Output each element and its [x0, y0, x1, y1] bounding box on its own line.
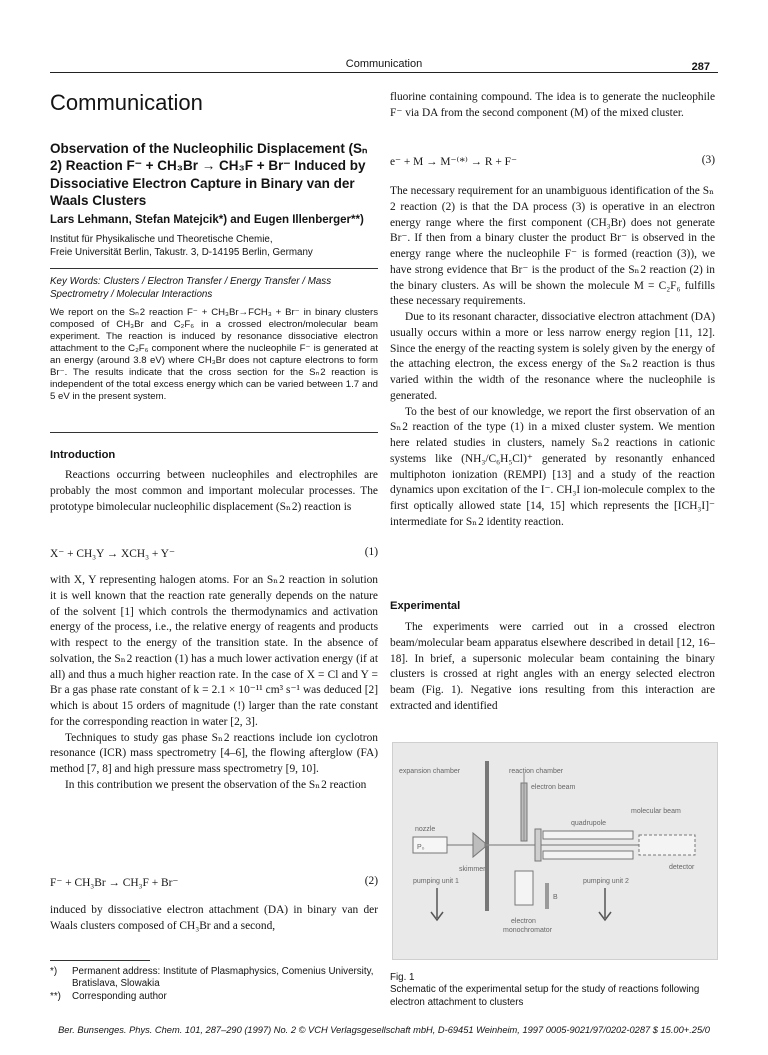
- article-title: Observation of the Nucleophilic Displacement (Sₙ 2) Reaction F⁻ + CH₃Br → CH₃F + Br⁻ Induced by Dissociative Electron Capture in Binary van der Waals Clusters: [50, 141, 369, 208]
- introduction-heading: Introduction: [50, 449, 116, 461]
- footnote-2-text: Corresponding author: [72, 990, 167, 1002]
- intro-paragraph-5: induced by dissociative electron attachment (DA) in binary van der Waals clusters composed of CH₃Br and a second,: [50, 904, 378, 932]
- right-paragraph-5: The experiments were carried out in a crossed electron beam/molecular beam apparatus elsewhere described in detail [12, 16–18]. In brief, a supersonic molecular beam containing the binary clusters is crossed at right angles with an energy selected electron beam (Fig. 1). Negative ions resulting from this interaction are extracted and identified: [390, 621, 715, 712]
- right-paragraph-3: Due to its resonant character, dissociative electron attachment (DA) usually occurs within a more or less narrow energy region [11, 12]. Since the energy of the reacting system is solely given by the energy of the attaching electron, the excess energy of the Sₙ 2 reaction is thus varied within the width of the resonance where the nucleophile is generated.: [390, 311, 715, 402]
- label-reaction-chamber: reaction chamber: [509, 768, 564, 775]
- label-nozzle: nozzle: [415, 826, 436, 833]
- footnote-1-text: Permanent address: Institute of Plasmaphysics, Comenius University, Bratislava, Slowakia: [72, 966, 374, 990]
- field-coil: [545, 883, 549, 909]
- chamber-wall: [485, 761, 489, 911]
- author-list: Lars Lehmann, Stefan Matejcik*) and Eugen Illenberger**): [50, 214, 364, 226]
- intro-paragraph-2: with X, Y representing halogen atoms. For an Sₙ 2 reaction in solution it is well known that the reaction rate generally depends on the nature of the solvent [1] which controls the thermodynamics and activation energy of the process, i.e., the relative energy of reagents and products with respect to the energy of the transition state. In the absence of solvation, the Sₙ 2 reaction (1) has a much lower activation energy (if at all) and thus a much higher reaction rate. In the case of X = Cl and Y = Br a gas phase rate constant of k = 2.1 × 10⁻¹¹ cm³ s⁻¹ was deduced [2] which is about 15 orders of magnitude (!) larger than the rate constant for the corresponding reaction in water [2, 3].: [50, 574, 378, 728]
- label-skimmer: skimmer: [459, 866, 486, 873]
- label-monochromator-2: monochromator: [503, 927, 553, 934]
- abstract-rule-top: [50, 268, 378, 269]
- page-number: 287: [691, 61, 710, 73]
- header-rule: [50, 72, 718, 73]
- equation-3-body: e⁻ + M → M⁻⁽*⁾ → R + F⁻: [390, 156, 517, 168]
- label-detector: detector: [669, 864, 695, 871]
- abstract: We report on the Sₙ 2 reaction F⁻ + CH₃Br→FCH₃ + Br⁻ in binary clusters composed of CH₃Br and C₂F₆ in a crossed electron/molecular beam experiment. The reaction is induced by resonance dissociative electron attachment to the C₂F₆ component where the nucleophile F⁻ is generated at an energy (around 3.8 eV) where CH₃Br does not capture electrons to form Br⁻. The results indicate that the cross section for the Sₙ 2 reaction is independent of the total excess energy which can be varied between 1.7 and 5 eV in the present system.: [50, 307, 378, 402]
- footnote-2: [50, 991, 378, 1003]
- affiliation-line-1: Institut für Physikalische und Theoretische Chemie,: [50, 234, 273, 245]
- apparatus-schematic: [393, 743, 717, 959]
- figure-caption-label: Fig. 1: [390, 972, 415, 983]
- label-pumping-unit-1: pumping unit 1: [413, 878, 459, 885]
- intro-paragraph-1: Reactions occurring between nucleophiles and electrophiles are probably the most common and important molecular processes. The prototype bimolecular nucleophilic displacement (Sₙ 2) reaction is: [50, 469, 378, 513]
- extraction-lens: [535, 829, 541, 861]
- label-molecular-beam: molecular beam: [631, 808, 681, 815]
- experimental-heading: Experimental: [390, 600, 461, 612]
- right-paragraph-1: fluorine containing compound. The idea is to generate the nucleophile F⁻ via DA from the second component (M) of the mixed cluster.: [390, 91, 715, 119]
- intro-paragraph-4: In this contribution we present the observation of the Sₙ 2 reaction: [65, 778, 367, 791]
- running-header: Communication: [345, 58, 423, 70]
- label-b-field: B: [553, 894, 558, 901]
- label-p0: P₀: [417, 844, 425, 851]
- figure-caption-text: Schematic of the experimental setup for the study of reactions following electron attachment to clusters: [390, 984, 700, 1008]
- introduction-text-3: [50, 903, 378, 935]
- monochromator-shape: [515, 871, 533, 905]
- section-title: Communication: [50, 90, 203, 115]
- label-expansion-chamber: expansion chamber: [399, 768, 461, 775]
- intro-paragraph-3: Techniques to study gas phase Sₙ 2 reactions include ion cyclotron resonance (ICR) mass spectrometry [4–6], the flowing afterglow (FA) method [7, 8] and high pressure mass spectrometry [9, 10].: [50, 731, 378, 775]
- journal-citation: Ber. Bunsenges. Phys. Chem. 101, 287–290 (1997) No. 2 © VCH Verlagsgesellschaft mbH, D-69451 Weinheim, 1997 0005-9021/97/0202-0287 $ 15.00+.25/0: [58, 1025, 710, 1035]
- label-electron-beam: electron beam: [531, 784, 576, 791]
- equation-1-number: (1): [364, 546, 378, 558]
- figure-1: [392, 742, 718, 960]
- equation-3: [390, 154, 715, 170]
- right-paragraph-2: The necessary requirement for an unambiguous identification of the Sₙ 2 reaction (2) is that the DA process (3) is operative in an electron energy range where the first component (CH₃Br) does not generate Br⁻. If then from a binary cluster the product Br⁻ is observed in the energy range where the nucleophile F⁻ is formed (reaction (3)), we have strong evidence that Br⁻ is the product of the Sₙ 2 reaction (2) in the binary clusters. As will be shown the molecule M = C₂F₆ fulfills these necessary requirements.: [390, 185, 715, 308]
- introduction-text-1: [50, 468, 378, 515]
- quadrupole-rod-bottom: [543, 851, 633, 859]
- equation-2-number: (2): [364, 875, 378, 887]
- introduction-text-2: [50, 573, 378, 794]
- keywords: Key Words: Clusters / Electron Transfer / Energy Transfer / Mass Spectrometry / Molecular Interactions: [50, 276, 332, 300]
- footnotes: [50, 966, 378, 1003]
- right-paragraph-4: To the best of our knowledge, we report the first observation of an Sₙ 2 reaction of the type (1) in a mixed cluster system. We mention here related studies in clusters, namely Sₙ 2 reactions in cationic systems like (NH₃/C₆H₅Cl)⁺ generated by resonantly enhanced multiphoton ionization (REMPI) [13] and a study of the reaction dynamics upon excitation of the I⁻. CH₃I ion-molecule complex to the first optically allowed state [14, 15] which represents the [ICH₃I]⁻ intermediate for Sₙ 2 identity reaction.: [390, 405, 715, 528]
- equation-2-body: F⁻ + CH₃Br → CH₃F + Br⁻: [50, 877, 179, 889]
- footnote-2-mark: **): [50, 990, 61, 1002]
- right-text-2: [390, 184, 715, 531]
- equation-3-number: (3): [701, 154, 715, 166]
- right-text-1: [390, 90, 715, 122]
- affiliation: [50, 234, 378, 259]
- quadrupole-rod-top: [543, 831, 633, 839]
- label-monochromator-1: electron: [511, 918, 536, 925]
- footnote-rule: [50, 960, 150, 961]
- footnote-1-mark: *): [50, 966, 58, 977]
- skimmer-shape: [473, 833, 485, 857]
- equation-1: [50, 546, 378, 562]
- equation-2: [50, 875, 378, 891]
- right-text-3: [390, 620, 715, 715]
- detector-shape: [639, 835, 695, 855]
- label-quadrupole: quadrupole: [571, 820, 607, 827]
- footnote-1: [50, 966, 378, 991]
- equation-1-body: X⁻ + CH₃Y → XCH₃ + Y⁻: [50, 548, 175, 560]
- label-pumping-unit-2: pumping unit 2: [583, 878, 629, 885]
- figure-caption: [390, 972, 715, 1009]
- affiliation-line-2: Freie Universität Berlin, Takustr. 3, D-14195 Berlin, Germany: [50, 246, 313, 258]
- abstract-rule-bottom: [50, 432, 378, 433]
